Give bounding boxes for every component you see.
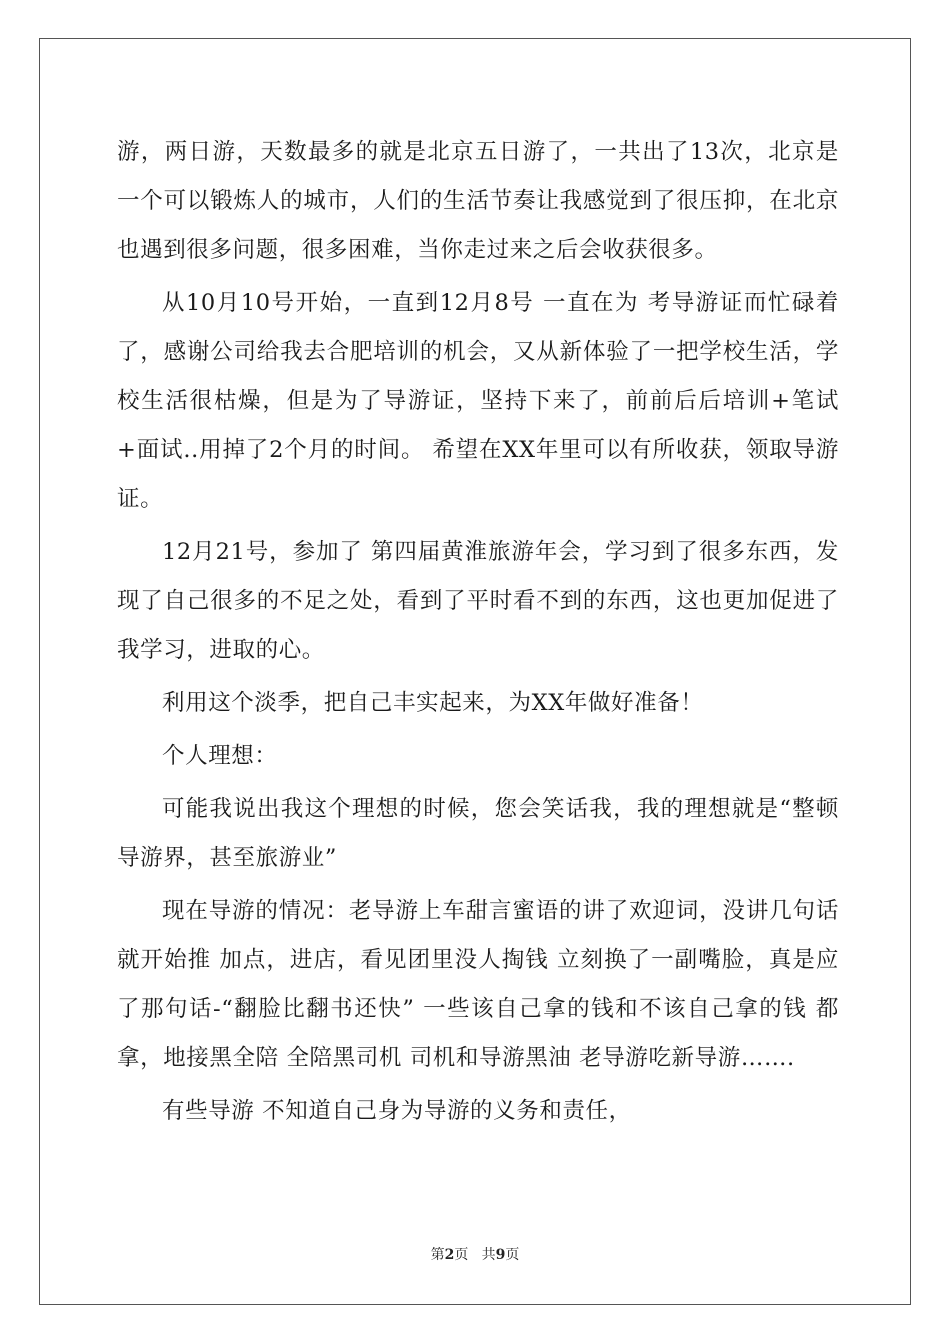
footer-page-total: 9: [495, 1247, 506, 1263]
paragraph-8: 有些导游 不知道自己身为导游的义务和责任，: [162, 1098, 632, 1124]
paragraph-2: 从10月10号开始，一直到12月8号 一直在为 考导游证而忙碌着了，感谢公司给我去合肥培训的机会，又从新体验了一把学校生活，学校生活很枯燥，但是为了导游证，坚持下来了，前前后后培训+笔试+面试..用掉了2个月的时间。 希望在XX年里可以有所收获，领取导游证。: [117, 290, 839, 512]
paragraph-6: 可能我说出我这个理想的时候，您会笑话我，我的理想就是“整顿导游界，甚至旅游业”: [117, 796, 839, 871]
footer-mid: 页 共: [454, 1247, 496, 1263]
paragraph-4: 利用这个淡季，把自己丰实起来，为XX年做好准备！: [162, 690, 704, 716]
page-footer: [0, 1244, 950, 1264]
paragraph-7: 现在导游的情况：老导游上车甜言蜜语的讲了欢迎词，没讲几句话就开始推 加点，进店，看见团里没人掏钱 立刻换了一副嘴脸，真是应了那句话-“翻脸比翻书还快” 一些该自己拿的钱和不该自己拿的钱 都拿，地接黑全陪 全陪黑司机 司机和导游黑油 老导游吃新导游…….: [117, 898, 839, 1071]
document-body: [117, 128, 839, 1140]
paragraph-5: 个人理想：: [162, 743, 278, 769]
footer-page-current: 2: [444, 1247, 455, 1263]
paragraph-1: 游，两日游，天数最多的就是北京五日游了，一共出了13次，北京是一个可以锻炼人的城市，人们的生活节奏让我感觉到了很压抑，在北京也遇到很多问题，很多困难，当你走过来之后会收获很多。: [117, 139, 839, 263]
footer-suffix: 页: [505, 1247, 520, 1263]
paragraph-3: 12月21号，参加了 第四届黄淮旅游年会，学习到了很多东西，发现了自己很多的不足之处，看到了平时看不到的东西，这也更加促进了我学习，进取的心。: [117, 539, 839, 663]
footer-prefix: 第: [430, 1247, 445, 1263]
